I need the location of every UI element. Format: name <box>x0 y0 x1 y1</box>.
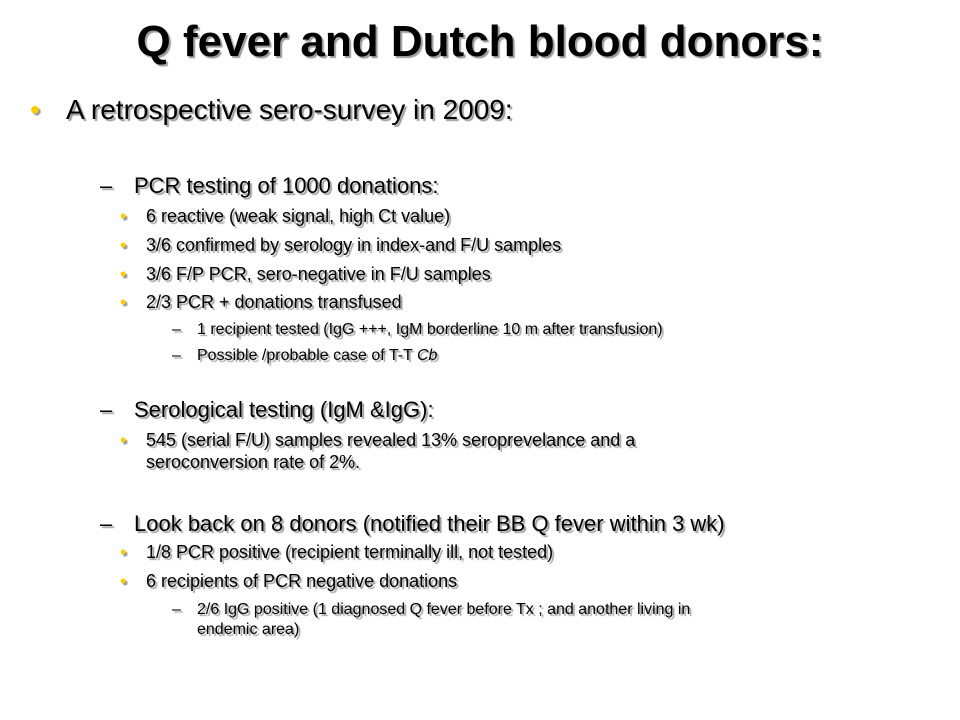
bullet-icon: • <box>30 94 40 125</box>
serology-label: Serological testing (IgM &IgG): <box>134 397 434 422</box>
bullet-icon: • <box>120 264 127 284</box>
subitem-text-main: Possible /probable case of T-T <box>197 347 417 364</box>
dash-icon: – <box>100 397 113 422</box>
bullet-icon: • <box>120 430 127 450</box>
pcr-item-text: 6 reactive (weak signal, high Ct value) <box>146 206 451 226</box>
pcr-item-text: 3/6 confirmed by serology in index-and F/U samples <box>146 235 562 255</box>
dash-icon: – <box>172 321 181 338</box>
bullet-icon: • <box>120 292 127 312</box>
lookback-label: Look back on 8 donors (notified their BB Q fever within 3 wk) <box>134 511 725 536</box>
bullet-icon: • <box>120 571 127 591</box>
pcr-subitem-text <box>197 346 437 366</box>
dash-icon: – <box>100 173 113 198</box>
bullet-icon: • <box>120 206 127 226</box>
slide-title: Q fever and Dutch blood donors: <box>136 17 824 66</box>
subitem-text-italic: Cb <box>416 347 438 364</box>
pcr-item-text: 2/3 PCR + donations transfused <box>146 292 402 312</box>
dash-icon: – <box>100 511 113 536</box>
pcr-label: PCR testing of 1000 donations: <box>134 173 439 198</box>
lookback-subitem-line1: 2/6 IgG positive (1 diagnosed Q fever before Tx ; and another living in <box>197 601 691 618</box>
pcr-subitem-text: 1 recipient tested (IgG +++, IgM borderline 10 m after transfusion) <box>197 321 663 338</box>
heading-text: A retrospective sero-survey in 2009: <box>66 94 513 125</box>
serology-item-line2: seroconversion rate of 2%. <box>146 452 361 472</box>
dash-icon: – <box>172 347 181 364</box>
dash-icon: – <box>172 601 181 618</box>
lookback-item-text: 6 recipients of PCR negative donations <box>146 571 458 591</box>
bullet-icon: • <box>120 542 127 562</box>
bullet-icon: • <box>120 235 127 255</box>
pcr-item-text: 3/6 F/P PCR, sero-negative in F/U samples <box>146 264 491 284</box>
serology-item-line1: 545 (serial F/U) samples revealed 13% seroprevelance and a <box>146 430 636 450</box>
lookback-item-text: 1/8 PCR positive (recipient terminally ill, not tested) <box>146 542 554 562</box>
lookback-subitem-line2: endemic area) <box>197 621 300 638</box>
